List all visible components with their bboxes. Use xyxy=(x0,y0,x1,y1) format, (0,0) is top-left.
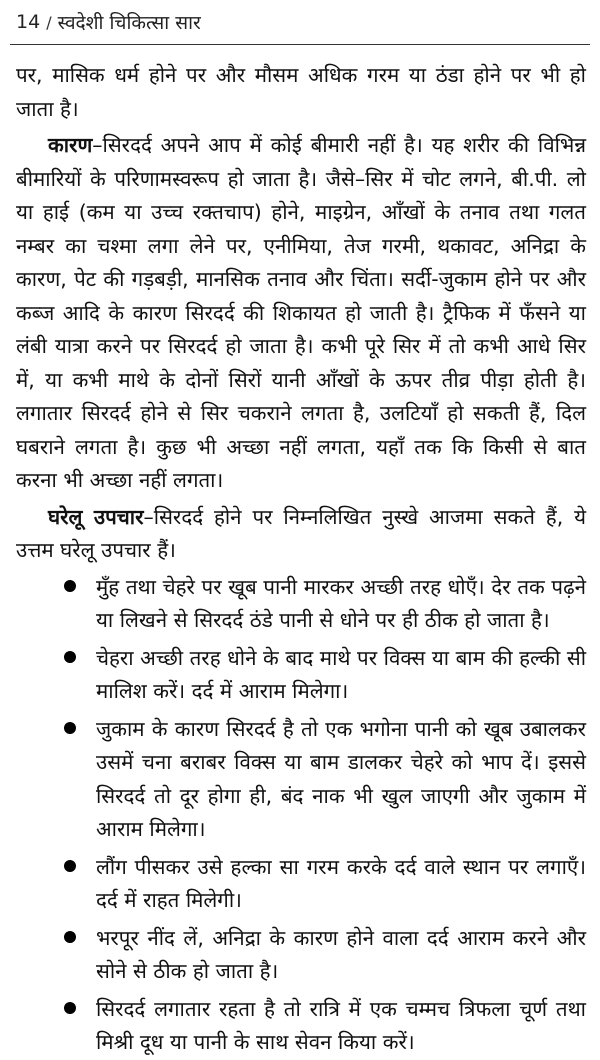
page-header xyxy=(10,0,590,45)
book-title: स्वदेशी चिकित्सा सार xyxy=(57,12,201,34)
list-item-text: लौंग पीसकर उसे हल्का सा गरम करके दर्द वाले स्थान पर लगाएँ। दर्द में राहत मिलेगी। xyxy=(96,854,586,912)
bullet-icon xyxy=(64,580,76,592)
list-item-text: सिरदर्द लगातार रहता है तो रात्रि में एक चम्मच त्रिफला चूर्ण तथा मिश्री दूध या पानी के साथ सेवन किया करें। xyxy=(96,996,586,1054)
remedies-text: –सिरदर्द होने पर निम्नलिखित नुस्खे आजमा सकते हैं, ये उत्तम घरेलू उपचार हैं। xyxy=(16,504,586,562)
list-item-text: मुँह तथा चेहरे पर खूब पानी मारकर अच्छी तरह धोएँ। देर तक पढ़ने या लिखने से सिरदर्द ठंडे पानी से धोने पर ही ठीक हो जाता है। xyxy=(96,574,586,632)
page-body xyxy=(16,59,586,1060)
header-separator: / xyxy=(46,12,52,32)
list-item xyxy=(96,922,586,989)
remedies-list xyxy=(16,571,586,1060)
list-item xyxy=(96,851,586,918)
list-item xyxy=(96,571,586,638)
list-item-text: जुकाम के कारण सिरदर्द है तो एक भगोना पानी को खूब उबालकर उसमें चना बराबर विक्स या बाम डालकर चेहरे को भाप दें। इससे सिरदर्द तो दूर होगा ही, बंद नाक भी खुल जाएगी और जुकाम में आराम मिलेगा। xyxy=(96,716,586,841)
causes-text: –सिरदर्द अपने आप में कोई बीमारी नहीं है। यह शरीर की विभिन्न बीमारियों के परिणामस्वरूप हो जाता है। जैसे–सिर में चोट लगने, बी.पी. लो या हाई (कम या उच्च रक्तचाप) होने, माइग्रेन, आँखों के तनाव तथा गलत नम्बर का चश्मा लगा लेने पर, एनीमिया, तेज गरमी, थकावट, अनिद्रा के कारण, पेट की गड़बड़ी, मानसिक तनाव और चिंता। सर्दी-जुकाम होने पर और कब्ज आदि के कारण सिरदर्द की शिकायत हो जाती है। ट्रैफिक में फँसने या लंबी यात्रा करने पर सिरदर्द हो जाता है। कभी पूरे सिर में तो कभी आधे सिर में, या कभी माथे के दोनों सिरों यानी आँखों के ऊपर तीव्र पीड़ा होती है। लगातार सिरदर्द होने से सिर चकराने लगता है, उलटियाँ हो सकती हैं, दिल घबराने लगता है। कुछ भी अच्छा नहीं लगता, यहाँ तक कि किसी से बात करना भी अच्छा नहीं लगता। xyxy=(16,133,586,492)
bullet-icon xyxy=(64,860,76,872)
list-item-text: भरपूर नींद लें, अनिद्रा के कारण होने वाला दर्द आराम करने और सोने से ठीक हो जाता है। xyxy=(96,925,586,983)
causes-paragraph xyxy=(16,129,586,498)
bullet-icon xyxy=(64,722,76,734)
bullet-icon xyxy=(64,931,76,943)
remedies-heading: घरेलू उपचार xyxy=(48,504,144,529)
bullet-icon xyxy=(64,1002,76,1014)
remedies-paragraph xyxy=(16,501,586,568)
list-item-text: चेहरा अच्छी तरह धोने के बाद माथे पर विक्स या बाम की हल्की सी मालिश करें। दर्द में आराम मिलेगा। xyxy=(96,645,586,703)
page-number: 14 xyxy=(16,11,41,33)
list-item xyxy=(96,642,586,709)
list-item xyxy=(96,713,586,847)
causes-heading: कारण xyxy=(48,133,93,157)
bullet-icon xyxy=(64,651,76,663)
list-item xyxy=(96,993,586,1060)
intro-paragraph: पर, मासिक धर्म होने पर और मौसम अधिक गरम या ठंडा होने पर भी हो जाता है। xyxy=(16,63,586,121)
